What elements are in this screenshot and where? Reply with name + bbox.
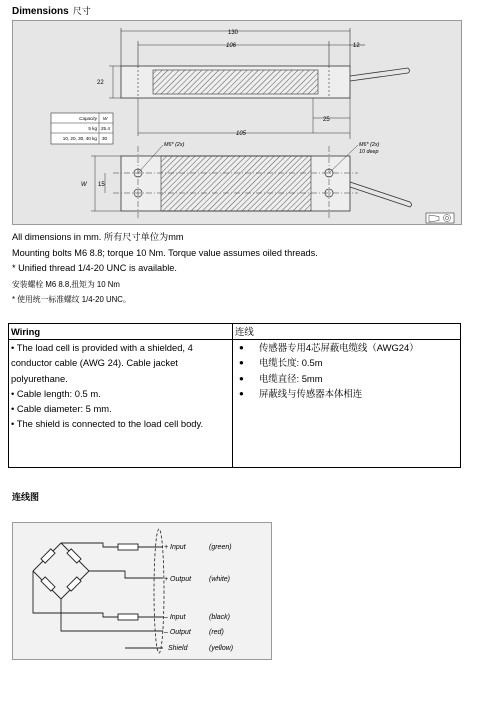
wiring-header-en: Wiring (9, 324, 233, 340)
w-header: W (103, 116, 108, 121)
wiring-details-cn (233, 340, 461, 468)
wiring-item: • Cable diameter: 5 mm. (11, 403, 112, 415)
wiring-list-cn (235, 340, 458, 401)
wiring-header-cn: 连线 (233, 324, 461, 340)
signal-label: – Input (164, 614, 186, 621)
signal-label: + Input (164, 544, 186, 551)
capacity-row-2-w: 30 (102, 136, 108, 141)
signal-label: Shield (168, 645, 188, 652)
signal-label: + Output (164, 576, 192, 583)
bridge-circuit (33, 543, 163, 648)
capacity-table (51, 113, 113, 144)
dim-w-label: W (81, 182, 87, 188)
wiring-table (8, 323, 461, 468)
dim-22-label: 22 (97, 80, 104, 86)
capacity-row-1-cap: 5 kg (88, 126, 97, 131)
capacity-row-2-cap: 10, 20, 30, 40 kg (62, 136, 97, 141)
wiring-item-cn: ● 电缆直径: 5mm (239, 371, 458, 386)
dim-15-label: 15 (98, 182, 105, 188)
top-view (91, 145, 412, 219)
signal-color: (black) (209, 614, 231, 621)
wiring-diagram-svg (13, 523, 271, 659)
projection-symbol-icon (426, 213, 454, 223)
side-view (109, 66, 410, 98)
signal-color: (white) (209, 576, 231, 583)
input-resistor (118, 614, 138, 620)
signal-color: (green) (209, 544, 232, 551)
dim-12-label: 12 (353, 43, 360, 49)
capacity-header: Capacity (79, 116, 97, 121)
dimension-drawing-svg (13, 21, 463, 226)
dimensions-title-cn: 尺寸 (72, 6, 91, 16)
wiring-item: • Cable length: 0.5 m. (11, 387, 101, 399)
wiring-item-cn: ● 屏蔽线与传感器本体相连 (239, 386, 458, 401)
top-dimension-lines (121, 28, 365, 66)
dimension-drawing (12, 20, 462, 225)
wiring-details-en (9, 340, 233, 468)
dimensions-title: Dimensions (12, 6, 69, 17)
note-line: 安装螺栓 M6 8.8,扭矩为 10 Nm (12, 279, 120, 289)
m6-right-depth-label: 10 deep (359, 149, 379, 155)
note-line: Mounting bolts M6 8.8; torque 10 Nm. Torque value assumes oiled threads. (12, 247, 318, 258)
wiring-item: • The load cell is provided with a shielded, 4 conductor cable (AWG 24). Cable jacket polyurethane. (11, 342, 193, 384)
dim-25-label: 25 (323, 117, 330, 123)
note-line: * 使用统一标准螺纹 1/4-20 UNC。 (12, 295, 131, 304)
dimensions-heading (12, 4, 91, 17)
dim-106-label: 106 (225, 43, 237, 49)
capacity-row-1-w: 25.4 (101, 126, 110, 131)
signal-color: (yellow) (209, 645, 234, 652)
wiring-item: • The shield is connected to the load cell body. (11, 418, 204, 430)
note-line: All dimensions in mm. 所有尺寸单位为mm (12, 232, 184, 242)
signal-label: – Output (164, 629, 191, 636)
m6-left-label: M6* (2x) (164, 142, 185, 148)
signal-color: (red) (209, 629, 224, 636)
dimension-notes (12, 230, 318, 308)
dim-105-label: 105 (235, 131, 247, 137)
dim-130-label: 130 (227, 30, 239, 36)
wiring-item-cn: ● 电缆长度: 0.5m (239, 355, 458, 370)
wiring-diagram-title: 连线图 (12, 492, 40, 502)
note-line: * Unified thread 1/4-20 UNC is available. (12, 263, 177, 273)
wiring-item-cn: ● 传感器专用4芯屏蔽电缆线（AWG24） (239, 340, 458, 355)
cable-shield (154, 529, 164, 653)
wiring-diagram (12, 522, 272, 660)
input-resistor (118, 544, 138, 550)
m6-right-label: M6* (2x) (359, 142, 380, 148)
